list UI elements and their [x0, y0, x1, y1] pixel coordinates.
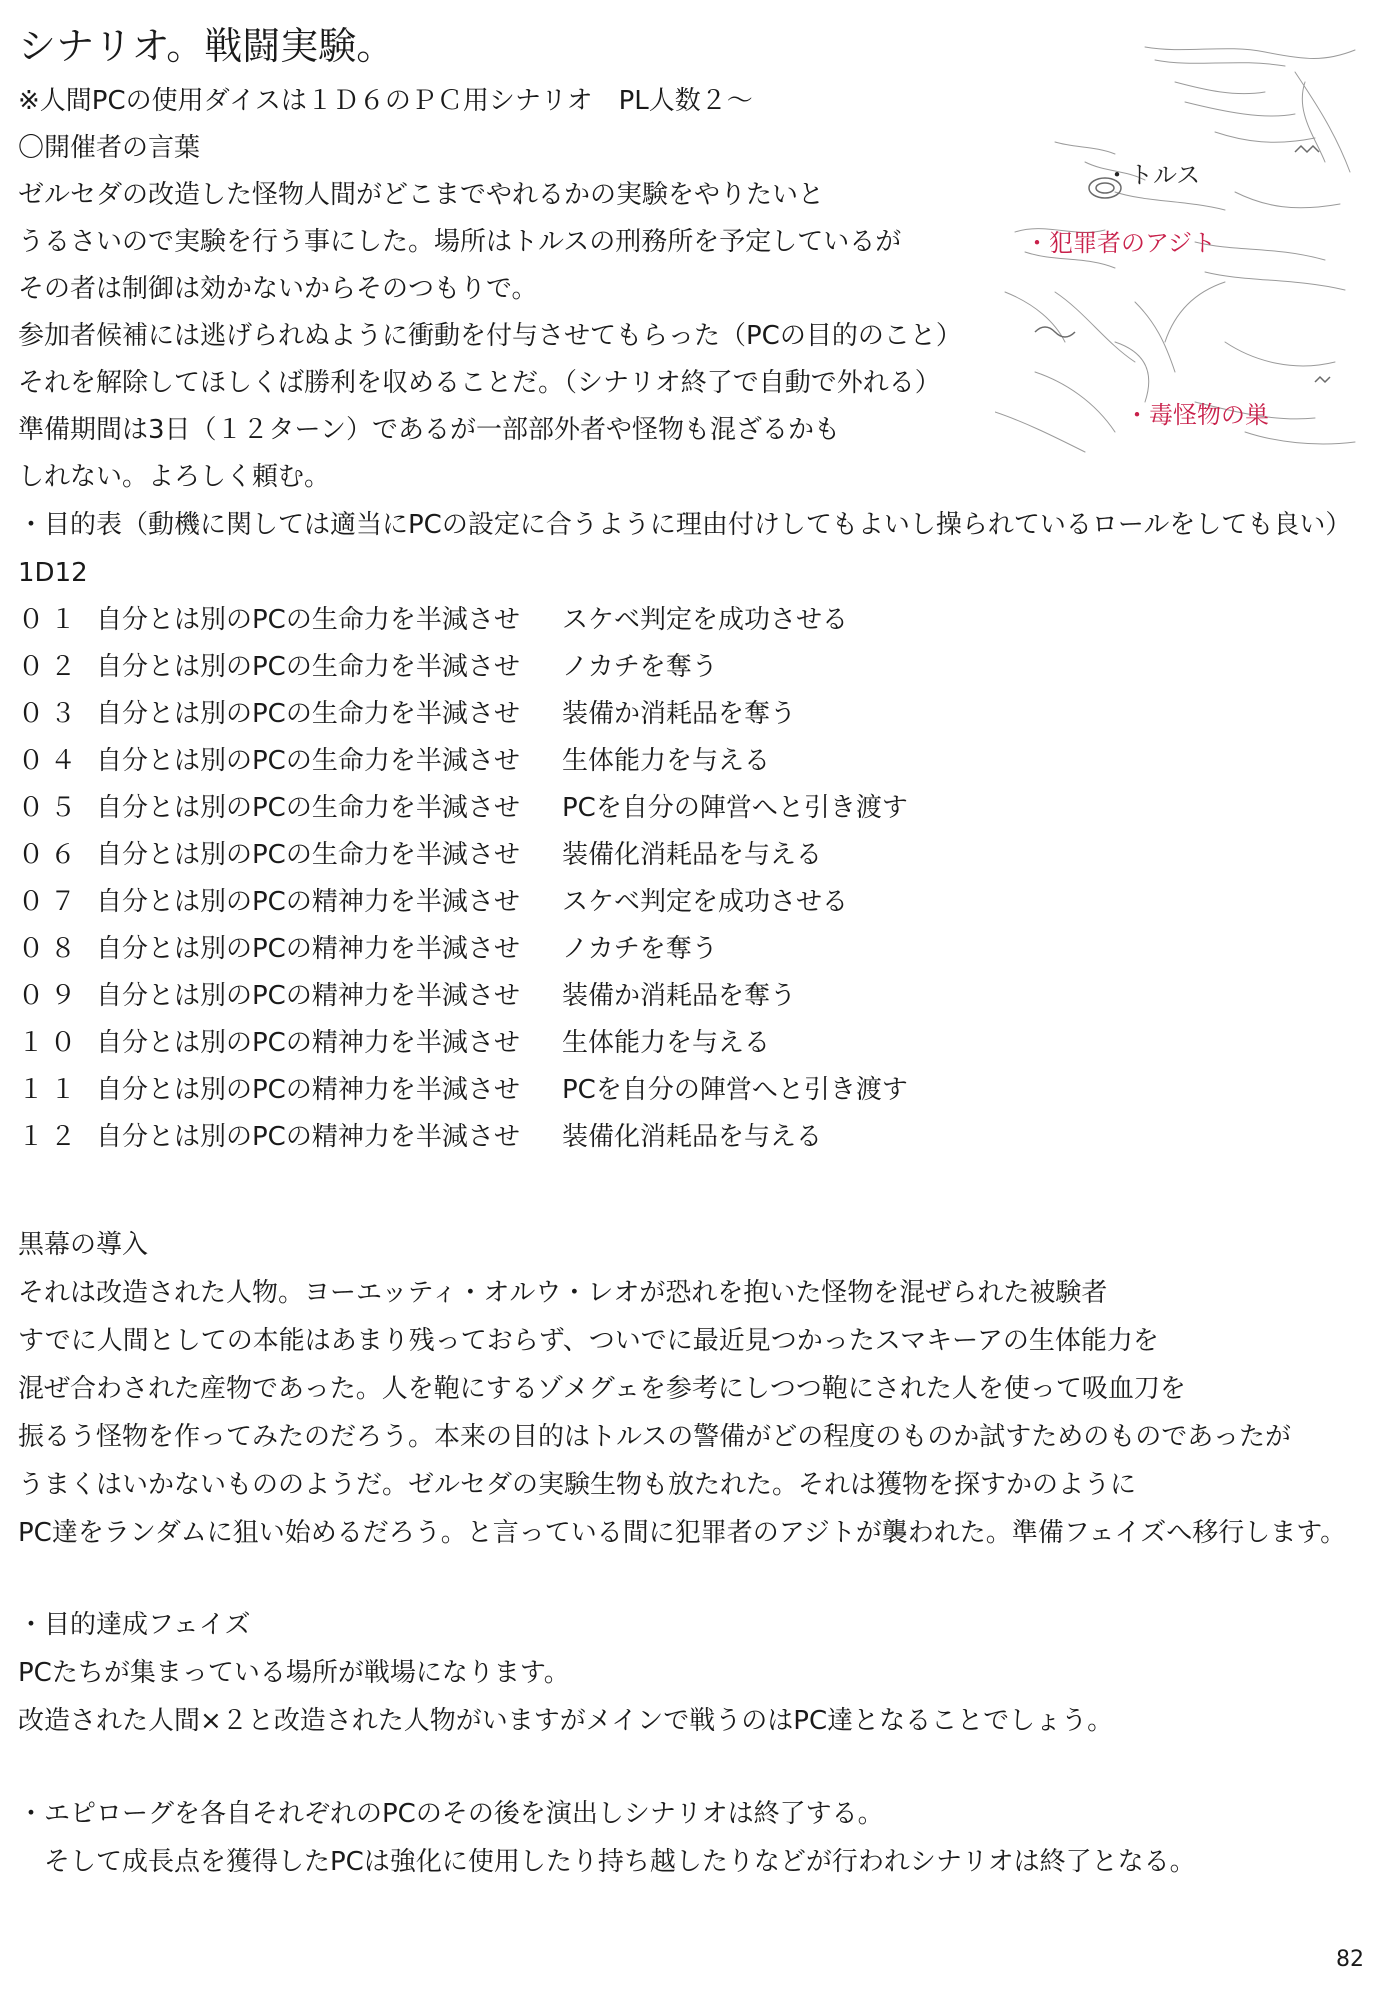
row-goal: ノカチを奪う — [562, 934, 718, 964]
row-number: １０ — [18, 1028, 83, 1058]
page-number: 82 — [1336, 1947, 1364, 1972]
row-number: ０６ — [18, 840, 83, 870]
row-goal: PCを自分の陣営へと引き渡す — [562, 793, 908, 823]
row-condition: 自分とは別のPCの生命力を半減させ — [96, 793, 520, 823]
intro-line: 準備期間は3日（１２ターン）であるが一部部外者や怪物も混ざるかも — [18, 415, 841, 445]
row-goal: 生体能力を与える — [562, 746, 771, 776]
paragraph-line: PC達をランダムに狙い始めるだろう。と言っている間に犯罪者のアジトが襲われた。準備フェイズへ移行します。 — [18, 1518, 1347, 1548]
row-condition: 自分とは別のPCの精神力を半減させ — [96, 887, 520, 917]
table-row — [18, 932, 718, 966]
row-goal: 生体能力を与える — [562, 1028, 771, 1058]
table-row — [18, 791, 908, 825]
table-row — [18, 885, 848, 919]
row-condition: 自分とは別のPCの精神力を半減させ — [96, 1122, 520, 1152]
row-number: ０５ — [18, 793, 83, 823]
row-number: ０８ — [18, 934, 83, 964]
row-goal: PCを自分の陣営へと引き渡す — [562, 1075, 908, 1105]
row-number: ０２ — [18, 652, 83, 682]
row-condition: 自分とは別のPCの生命力を半減させ — [96, 605, 520, 635]
map-illustration — [995, 42, 1365, 462]
row-goal: 装備化消耗品を与える — [562, 1122, 823, 1152]
table-row — [18, 1026, 770, 1060]
intro-line: 〇開催者の言葉 — [18, 133, 201, 163]
row-number: １１ — [18, 1075, 83, 1105]
intro-line: ※人間PCの使用ダイスは１Ｄ６のＰＣ用シナリオ PL人数２～ — [18, 86, 753, 116]
paragraph-line: PCたちが集まっている場所が戦場になります。 — [18, 1658, 570, 1688]
table-row — [18, 697, 796, 731]
row-condition: 自分とは別のPCの生命力を半減させ — [96, 840, 520, 870]
row-goal: ノカチを奪う — [562, 652, 718, 682]
section-heading: ・目的達成フェイズ — [18, 1610, 251, 1640]
map-label-nest: ・毒怪物の巣 — [1125, 401, 1269, 429]
intro-line: 参加者候補には逃げられぬように衝動を付与させてもらった（PCの目的のこと） — [18, 321, 962, 351]
table-row — [18, 838, 822, 872]
goal-table-heading: ・目的表（動機に関しては適当にPCの設定に合うように理由付けしてもよいし操られているロールをしても良い） — [18, 510, 1352, 540]
table-row — [18, 650, 718, 684]
row-goal: 装備化消耗品を与える — [562, 840, 823, 870]
row-condition: 自分とは別のPCの生命力を半減させ — [96, 746, 520, 776]
row-number: ０１ — [18, 605, 83, 635]
row-number: １２ — [18, 1122, 83, 1152]
paragraph-line: ・エピローグを各自それぞれのPCのその後を演出しシナリオは終了する。 — [18, 1799, 884, 1829]
section-heading: 黒幕の導入 — [18, 1230, 149, 1260]
dice-label: 1D12 — [18, 558, 88, 588]
row-condition: 自分とは別のPCの精神力を半減させ — [96, 981, 520, 1011]
row-goal: スケベ判定を成功させる — [562, 605, 849, 635]
row-condition: 自分とは別のPCの精神力を半減させ — [96, 1075, 520, 1105]
intro-line: うるさいので実験を行う事にした。場所はトルスの刑務所を予定しているが — [18, 227, 902, 257]
row-number: ０３ — [18, 699, 83, 729]
row-number: ０９ — [18, 981, 83, 1011]
map-label-torus: ・トルス — [1105, 161, 1201, 189]
intro-line: その者は制御は効かないからそのつもりで。 — [18, 274, 538, 304]
row-number: ０４ — [18, 746, 83, 776]
paragraph-line: 改造された人間×２と改造された人物がいますがメインで戦うのはPC達となることでしょう。 — [18, 1706, 1114, 1736]
row-condition: 自分とは別のPCの生命力を半減させ — [96, 699, 520, 729]
table-row — [18, 979, 796, 1013]
paragraph-line: 振るう怪物を作ってみたのだろう。本来の目的はトルスの警備がどの程度のものか試すためのものであったが — [18, 1422, 1291, 1452]
row-condition: 自分とは別のPCの精神力を半減させ — [96, 934, 520, 964]
table-row — [18, 744, 770, 778]
intro-line: それを解除してほしくば勝利を収めることだ。（シナリオ終了で自動で外れる） — [18, 368, 941, 398]
paragraph-line: すでに人間としての本能はあまり残っておらず、ついでに最近見つかったスマキーアの生体能力を — [18, 1326, 1159, 1356]
paragraph-line: それは改造された人物。ヨーエッティ・オルウ・レオが恐れを抱いた怪物を混ぜられた被験者 — [18, 1278, 1108, 1308]
page-title: シナリオ。戦闘実験。 — [18, 24, 395, 68]
row-goal: スケベ判定を成功させる — [562, 887, 849, 917]
table-row — [18, 1120, 822, 1154]
row-condition: 自分とは別のPCの精神力を半減させ — [96, 1028, 520, 1058]
table-row — [18, 1073, 908, 1107]
paragraph-line: 混ぜ合わされた産物であった。人を鞄にするゾメグェを参考にしつつ鞄にされた人を使って吸血刀を — [18, 1374, 1186, 1404]
intro-line: ゼルセダの改造した怪物人間がどこまでやれるかの実験をやりたいと — [18, 180, 825, 210]
row-goal: 装備か消耗品を奪う — [562, 699, 797, 729]
row-number: ０７ — [18, 887, 83, 917]
row-condition: 自分とは別のPCの生命力を半減させ — [96, 652, 520, 682]
table-row — [18, 603, 848, 637]
paragraph-line: うまくはいかないもののようだ。ゼルセダの実験生物も放たれた。それは獲物を探すかのように — [18, 1470, 1137, 1500]
paragraph-line: そして成長点を獲得したPCは強化に使用したり持ち越したりなどが行われシナリオは終了となる。 — [18, 1847, 1196, 1877]
map-label-hideout: ・犯罪者のアジト — [1025, 229, 1217, 257]
row-goal: 装備か消耗品を奪う — [562, 981, 797, 1011]
intro-line: しれない。よろしく頼む。 — [18, 462, 331, 492]
